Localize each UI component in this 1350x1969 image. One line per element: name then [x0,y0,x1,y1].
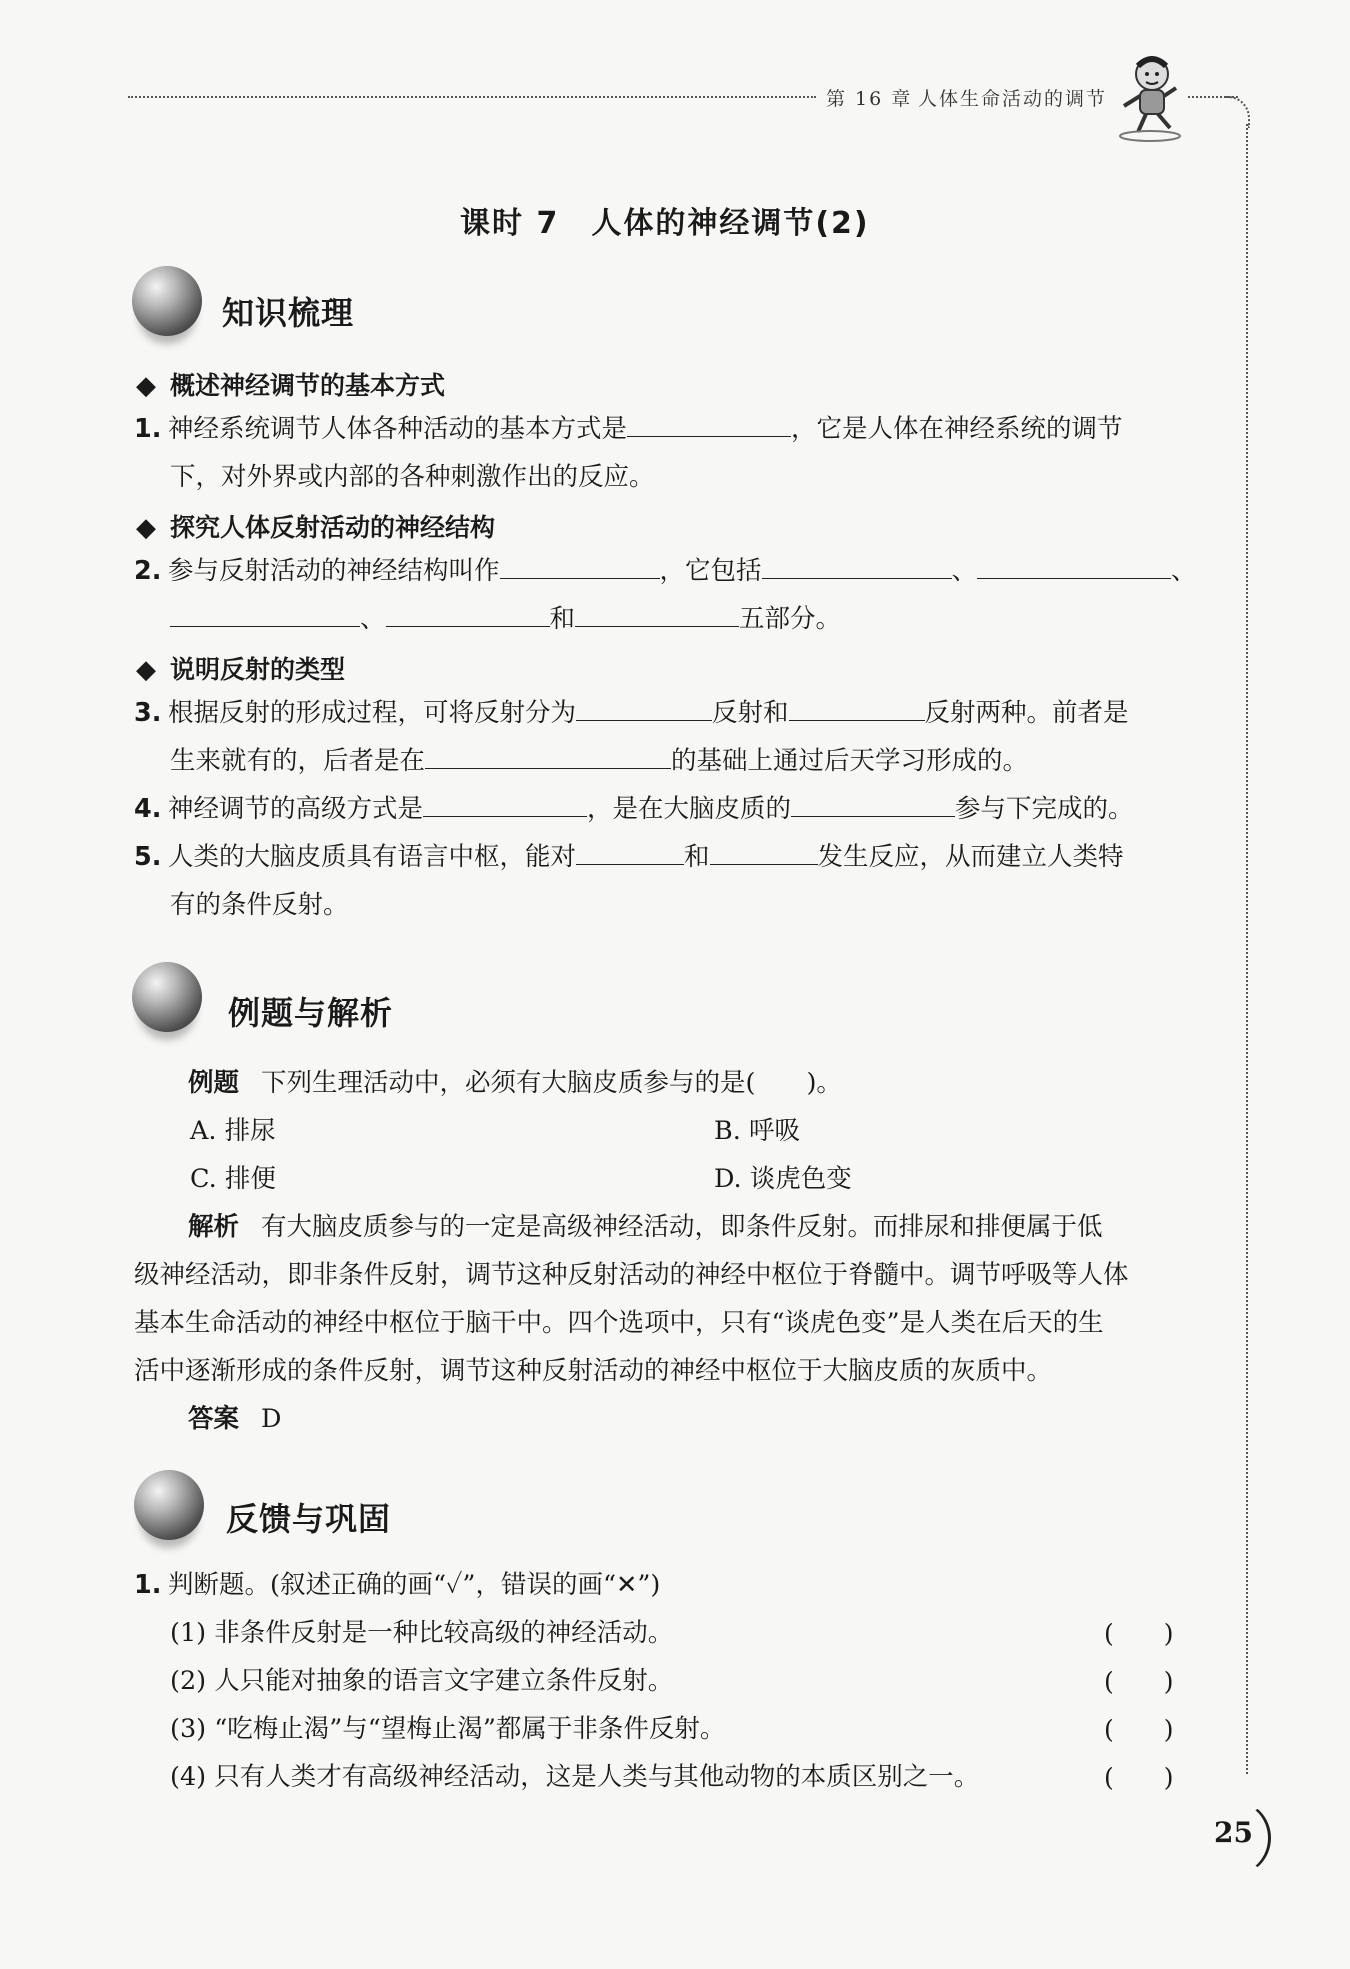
judgment-answer-box[interactable]: ( ) [1104,1619,1174,1648]
answer-blank[interactable] [789,696,925,721]
answer-blank[interactable] [762,554,952,579]
topic-basic-mode: ◆ 概述神经调节的基本方式 [136,371,446,401]
answer-line: 答案 D [188,1404,282,1434]
answer-blank[interactable] [791,792,955,817]
answer-blank[interactable] [500,554,660,579]
header-dotted-rule [128,96,816,98]
diamond-bullet-icon: ◆ [136,513,156,543]
globe-icon [132,266,202,336]
answer-blank[interactable] [627,412,791,437]
question-5: 5. 人类的大脑皮质具有语言中枢，能对 和 发生反应，从而建立人类特 [134,842,1124,872]
example-question: 例题 下列生理活动中，必须有大脑皮质参与的是( )。 [188,1068,842,1098]
judgment-item-1: (1) 非条件反射是一种比较高级的神经活动。 [170,1618,674,1648]
judgment-item-3: (3) “吃梅止渴”与“望梅止渴”都属于非条件反射。 [170,1714,726,1744]
answer-blank[interactable] [386,602,550,627]
analysis-line-3: 基本生命活动的神经中枢位于脑干中。四个选项中，只有“谈虎色变”是人类在后天的生 [134,1308,1104,1338]
option-c: C. 排便 [190,1164,276,1194]
section-title-feedback: 反馈与巩固 [226,1500,392,1538]
question-4: 4. 神经调节的高级方式是 ，是在大脑皮质的 参与下完成的。 [134,794,1134,824]
option-a: A. 排尿 [190,1116,276,1146]
answer-blank[interactable] [423,792,587,817]
option-d: D. 谈虎色变 [714,1164,852,1194]
question-2: 2. 参与反射活动的神经结构叫作 ，它包括 、 、 [134,556,1197,586]
diamond-bullet-icon: ◆ [136,655,156,685]
judgment-item-4: (4) 只有人类才有高级神经活动，这是人类与其他动物的本质区别之一。 [170,1762,980,1792]
judgment-item-2: (2) 人只能对抽象的语言文字建立条件反射。 [170,1666,674,1696]
question-5-cont: 有的条件反射。 [170,890,349,920]
judgment-answer-box[interactable]: ( ) [1104,1763,1174,1792]
answer-blank[interactable] [170,602,360,627]
option-b: B. 呼吸 [714,1116,800,1146]
question-2-cont: 、 和 五部分。 [170,600,841,638]
analysis-line-2: 级神经活动，即非条件反射，调节这种反射活动的神经中枢位于脊髓中。调节呼吸等人体 [134,1260,1129,1290]
answer-blank[interactable] [575,602,739,627]
answer-blank[interactable] [425,744,671,769]
question-3: 3. 根据反射的形成过程，可将反射分为 反射和 反射两种。前者是 [134,698,1129,728]
page-number: 25 [1214,1816,1253,1849]
question-1-cont: 下，对外界或内部的各种刺激作出的反应。 [170,462,655,492]
cartoon-boy-icon [1114,52,1186,142]
topic-reflex-types: ◆ 说明反射的类型 [136,655,346,685]
header-chapter-title: 人体生命活动的调节 [918,88,1108,110]
section-title-knowledge: 知识梳理 [222,294,355,332]
diamond-bullet-icon: ◆ [136,371,156,401]
topic-reflex-structure: ◆ 探究人体反射活动的神经结构 [136,513,496,543]
margin-dotted-rule [1246,124,1248,1774]
answer-blank[interactable] [710,840,818,865]
lesson-title: 课时 7 人体的神经调节(2) [460,206,870,241]
analysis-line-1: 解析 有大脑皮质参与的一定是高级神经活动，即条件反射。而排尿和排便属于低 [188,1212,1103,1242]
answer-blank[interactable] [576,840,684,865]
analysis-line-4: 活中逐渐形成的条件反射，调节这种反射活动的神经中枢位于大脑皮质的灰质中。 [134,1356,1053,1386]
header-chapter-label: 第 16 章 [826,88,913,110]
section-title-example: 例题与解析 [228,994,394,1032]
answer-blank[interactable] [977,554,1171,579]
globe-icon [132,962,202,1032]
question-3-cont: 生来就有的，后者是在 的基础上通过后天学习形成的。 [170,746,1029,776]
answer-blank[interactable] [576,696,712,721]
question-1: 1. 神经系统调节人体各种活动的基本方式是 ，它是人体在神经系统的调节 [134,414,1123,444]
judgment-answer-box[interactable]: ( ) [1104,1715,1174,1744]
globe-icon [134,1470,204,1540]
feedback-question-1: 1. 判断题。(叙述正确的画“✓”，错误的画“✕”) [134,1570,661,1600]
judgment-answer-box[interactable]: ( ) [1104,1667,1174,1696]
